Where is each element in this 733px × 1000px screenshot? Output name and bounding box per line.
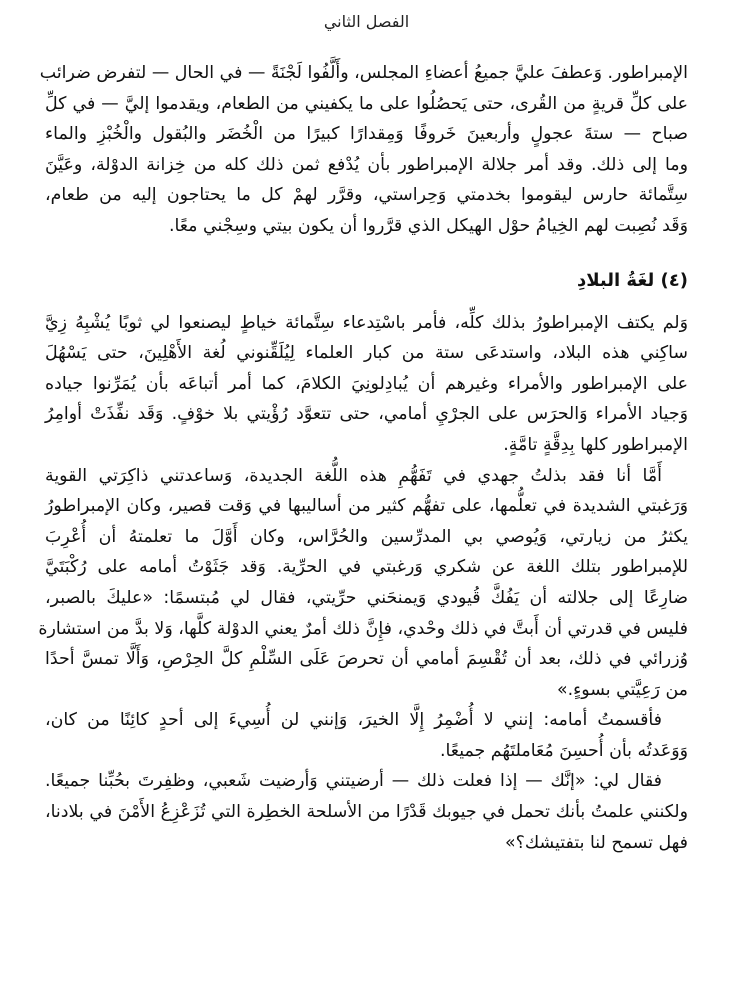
text-line: على الإمبراطور والأمراء وغيرهم أن يُبادِلونِيَ الكلامَ، كما أمر أتباعَه بأن يُمَرِّنوا جياده (45, 373, 688, 394)
paragraph (38, 461, 688, 706)
text-line: فهل تسمح لنا بتفتيشك؟» (505, 832, 688, 853)
text-line: الإمبراطور. وَعطفَ عليَّ جميعُ أعضاءِ المجلس، وأَلَّفُوا لَجْنَةً — في الحال — لتفرض ضرائب (39, 63, 688, 83)
text-line: فليس في قدرتي أن أَبتَّ في ذلك وحْدي، فإِنَّ ذلك أمرٌ يعني الدوْلة كلَّها، وَلا بدَّ من استشارة (38, 618, 688, 639)
text-line: وَجياد الأمراء وَالحرَس على الجرْيِ أمامي، حتى تتعوَّد رُؤْيتي بلا خوْفٍ. وَقَد نفِّذَتْ أوامِرُ (45, 404, 688, 425)
text-line: سِتَّمائة حارس ليقوموا بخدمتي وَحِراستي، وقرَّر لهمْ كل ما يحتاجون إليه من طعام، (45, 185, 688, 206)
page-body (38, 58, 688, 858)
text-line: فقال لي: «إنَّك — إذا فعلت ذلك — أرضيتني وَأرضيت شَعبي، وظفِرتَ بحُبِّنا جميعًا. (45, 771, 662, 792)
text-line: أَمَّا أنا فقد بذلتُ جهدي في تَفَهُّمِ هذه اللُّغة الجديدة، وَساعدتني ذاكِرَتي القوية (45, 465, 662, 486)
text-line: وَرَغبتي الشديدة في تعلُّمها، على تفهُّم كثير من أساليبها في وَقت قصير، وكان الإمبراطورُ (45, 496, 688, 517)
paragraph (45, 705, 688, 766)
section-heading: (٤) لغَةُ البلادِ (576, 269, 688, 291)
text-line: الإمبراطور كلها بِدِقَّةٍ تامَّةٍ. (503, 434, 688, 455)
text-line: وُزرائي في ذلك، بعد أن تُقْسِمَ أمامي أن تحرصَ عَلَى السِّلْمِ كلَّ الحِرْصِ، وَأَلَّا تمسَّ أحدًا (45, 649, 688, 670)
text-line: على كلِّ قريةٍ من القُرى، حتى يَحصُلُوا على ما يكفيني من الطعام، ويقدموا إليَّ — في كلِّ (45, 93, 688, 114)
text-line: يكثرُ من زيارتي، وَيُوصي بي المدرِّسين والحُرَّاس، وكان أَوَّلَ ما تعلمتهُ أن أُعْرِبَ (45, 526, 688, 547)
text-line: وما إلى ذلك. وقد أمر جلالة الإمبراطور بأن يُدْفع ثمن ذلك كله من خِزانة الدوْلة، وعَيَّنَ (45, 154, 688, 175)
text-line: وَقَد نُصِبت لهم الخِيامُ حوْل الهيكل الذي قرَّروا أن يكون بيتي وسِجْني معًا. (168, 215, 688, 236)
text-line: ضارِعًا إلى جلالته أن يَفُكَّ قُيودي وَيمنحَني حرِّيتي، فقال لي مُبتسمًا: «عليكَ بالصبر، (45, 587, 688, 608)
chapter-running-header: الفصل الثاني (323, 12, 410, 31)
text-line: فأقسمتُ أمامه: إنني لا أُضْمِرُ إِلَّا الخيرَ، وَإنني لن أُسِيءَ إلى أحدٍ كائِنًا من كان، (45, 710, 662, 731)
text-line: للإمبراطور بتلك اللغة عن شكري وَرغبتي في الحرِّية. وَقد جَثَوْتُ أمامه على رُكْبَتَيَّ (45, 557, 688, 578)
text-line: وَلم يكتف الإمبراطورُ بذلك كلِّه، فأمر باسْتِدعاء سِتَّمائة خياطٍ ليصنعوا لي ثوبًا يُشْبِهُ زِيَّ (45, 312, 688, 333)
text-line: ساكِني هذه البلاد، واستدعَى ستة من كبار العلماء لِيُلَقِّنوني لُغة الأَهْلِينَ، حتى يَسْهُلَ (45, 343, 688, 364)
paragraph-continued (39, 58, 688, 242)
text-line: من رَعِيَّتي بسوءٍ.» (556, 679, 688, 700)
text-line: ولكنني علمتُ بأنك تحمل في جيوبك قَدْرًا من الأسلحة الخطِرة التي تُزَعْزِعُ الأَمْنَ في بلادنا، (45, 802, 688, 823)
text-line: وَوَعَدتُه بأن أُحسِنَ مُعَاملتَهُم جميعًا. (439, 740, 688, 761)
paragraph (45, 766, 688, 858)
text-line: صباح — ستةَ عجولٍ وأربعينَ خَروفًا وَمِقدارًا كبيرًا من الْخُضَر والبُقول والْخُبْزِ والماء (45, 124, 688, 145)
paragraph (45, 308, 688, 461)
